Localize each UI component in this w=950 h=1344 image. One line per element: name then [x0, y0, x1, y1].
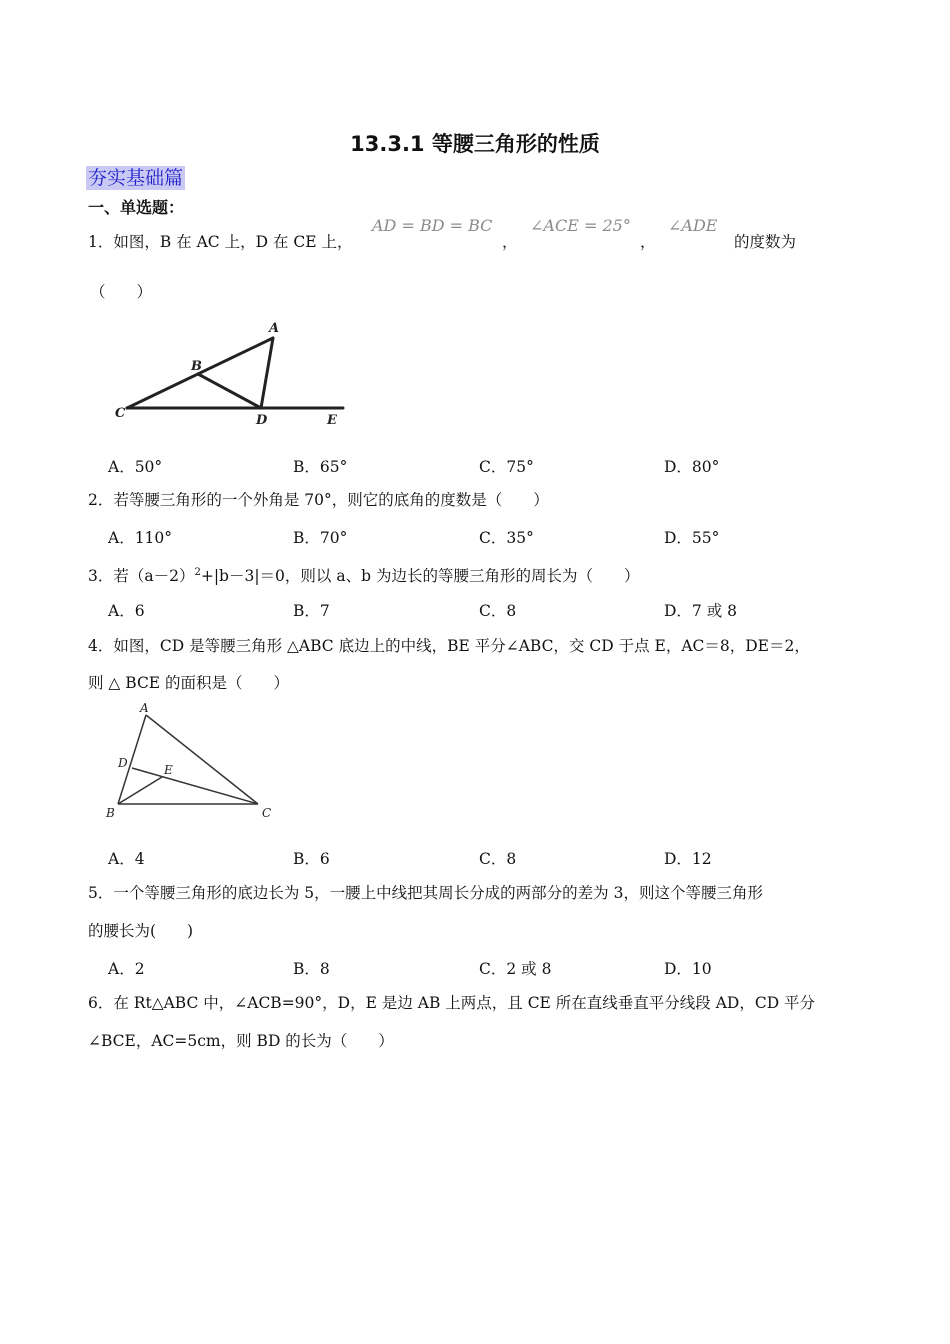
- q3-text-b: +|b－3|＝0，则以 a、b 为边长的等腰三角形的周长为（ ）: [200, 567, 640, 586]
- q5-option-a[interactable]: A．2: [108, 960, 145, 978]
- q4-option-a[interactable]: A．4: [108, 850, 145, 868]
- q2-option-d[interactable]: D．55°: [664, 529, 720, 547]
- q3-text-a: 3．若（a－2）: [88, 567, 195, 586]
- q3-exponent: 2: [194, 567, 201, 578]
- q4-figure: [100, 700, 280, 825]
- section-label: 夯实基础篇: [88, 167, 184, 189]
- q6-line-1: 6．在 Rt△ABC 中，∠ACB=90°，D，E 是边 AB 上两点，且 CE 所在直线垂直平分线段 AD，CD 平分: [88, 994, 816, 1012]
- line-da: [261, 338, 273, 408]
- q1-option-c[interactable]: C．75°: [479, 458, 534, 476]
- q6-line-2: ∠BCE，AC=5cm，则 BD 的长为（ ）: [88, 1032, 394, 1050]
- q2-option-b[interactable]: B．70°: [293, 529, 348, 547]
- q3-option-d[interactable]: D．7 或 8: [664, 602, 738, 620]
- q4-option-d[interactable]: D．12: [664, 850, 712, 868]
- q1-sep-1: ，: [502, 233, 518, 251]
- q1-formula-2: ∠ACE = 25°: [530, 216, 631, 235]
- label-a: A: [269, 321, 280, 336]
- q5-option-d[interactable]: D．10: [664, 960, 712, 978]
- q3-option-c[interactable]: C．8: [479, 602, 517, 620]
- q1-option-b[interactable]: B．65°: [293, 458, 348, 476]
- label-b: B: [191, 359, 202, 374]
- q1-sep-2: ，: [640, 233, 656, 251]
- label-c: C: [262, 806, 272, 820]
- label-d: D: [118, 756, 128, 770]
- q2-option-c[interactable]: C．35°: [479, 529, 534, 547]
- q1-answer-paren: （ ）: [90, 283, 153, 301]
- q4-line-1: 4．如图，CD 是等腰三角形 △ABC 底边上的中线，BE 平分∠ABC，交 CD 于点 E，AC＝8，DE＝2，: [88, 637, 810, 655]
- q1-option-a[interactable]: A．50°: [108, 458, 163, 476]
- q1-option-d[interactable]: D．80°: [664, 458, 720, 476]
- q5-line-1: 5．一个等腰三角形的底边长为 5，一腰上中线把其周长分成的两部分的差为 3，则这个等腰三角形: [88, 884, 763, 902]
- q5-option-b[interactable]: B．8: [293, 960, 330, 978]
- label-c: C: [115, 406, 126, 421]
- q4-option-c[interactable]: C．8: [479, 850, 517, 868]
- section-heading: 一、单选题：: [88, 198, 185, 217]
- label-a: A: [140, 701, 149, 715]
- q3-option-a[interactable]: A．6: [108, 602, 145, 620]
- page-title: 13.3.1 等腰三角形的性质: [350, 132, 600, 156]
- q1-tail: 的度数为: [734, 233, 797, 251]
- median-cd: [132, 768, 258, 804]
- label-b: B: [106, 806, 115, 820]
- label-d: D: [256, 413, 268, 428]
- q5-option-c[interactable]: C．2 或 8: [479, 960, 552, 978]
- line-bd: [198, 374, 261, 408]
- q5-line-2: 的腰长为( ): [88, 922, 194, 940]
- q4-line-2: 则 △ BCE 的面积是（ ）: [88, 674, 290, 692]
- q2-option-a[interactable]: A．110°: [108, 529, 173, 547]
- q1-formula-1: AD = BD = BC: [372, 216, 493, 235]
- q1-text: 1．如图，B 在 AC 上，D 在 CE 上，: [88, 233, 353, 251]
- q3-option-b[interactable]: B．7: [293, 602, 330, 620]
- q3-text: [88, 563, 639, 586]
- q4-option-b[interactable]: B．6: [293, 850, 330, 868]
- side-ac: [146, 715, 258, 804]
- q1-figure: [105, 315, 355, 430]
- q1-formula-3: ∠ADE: [668, 216, 718, 235]
- label-e: E: [164, 763, 173, 777]
- q2-text: 2．若等腰三角形的一个外角是 70°，则它的底角的度数是（ ）: [88, 491, 549, 509]
- label-e: E: [327, 413, 337, 428]
